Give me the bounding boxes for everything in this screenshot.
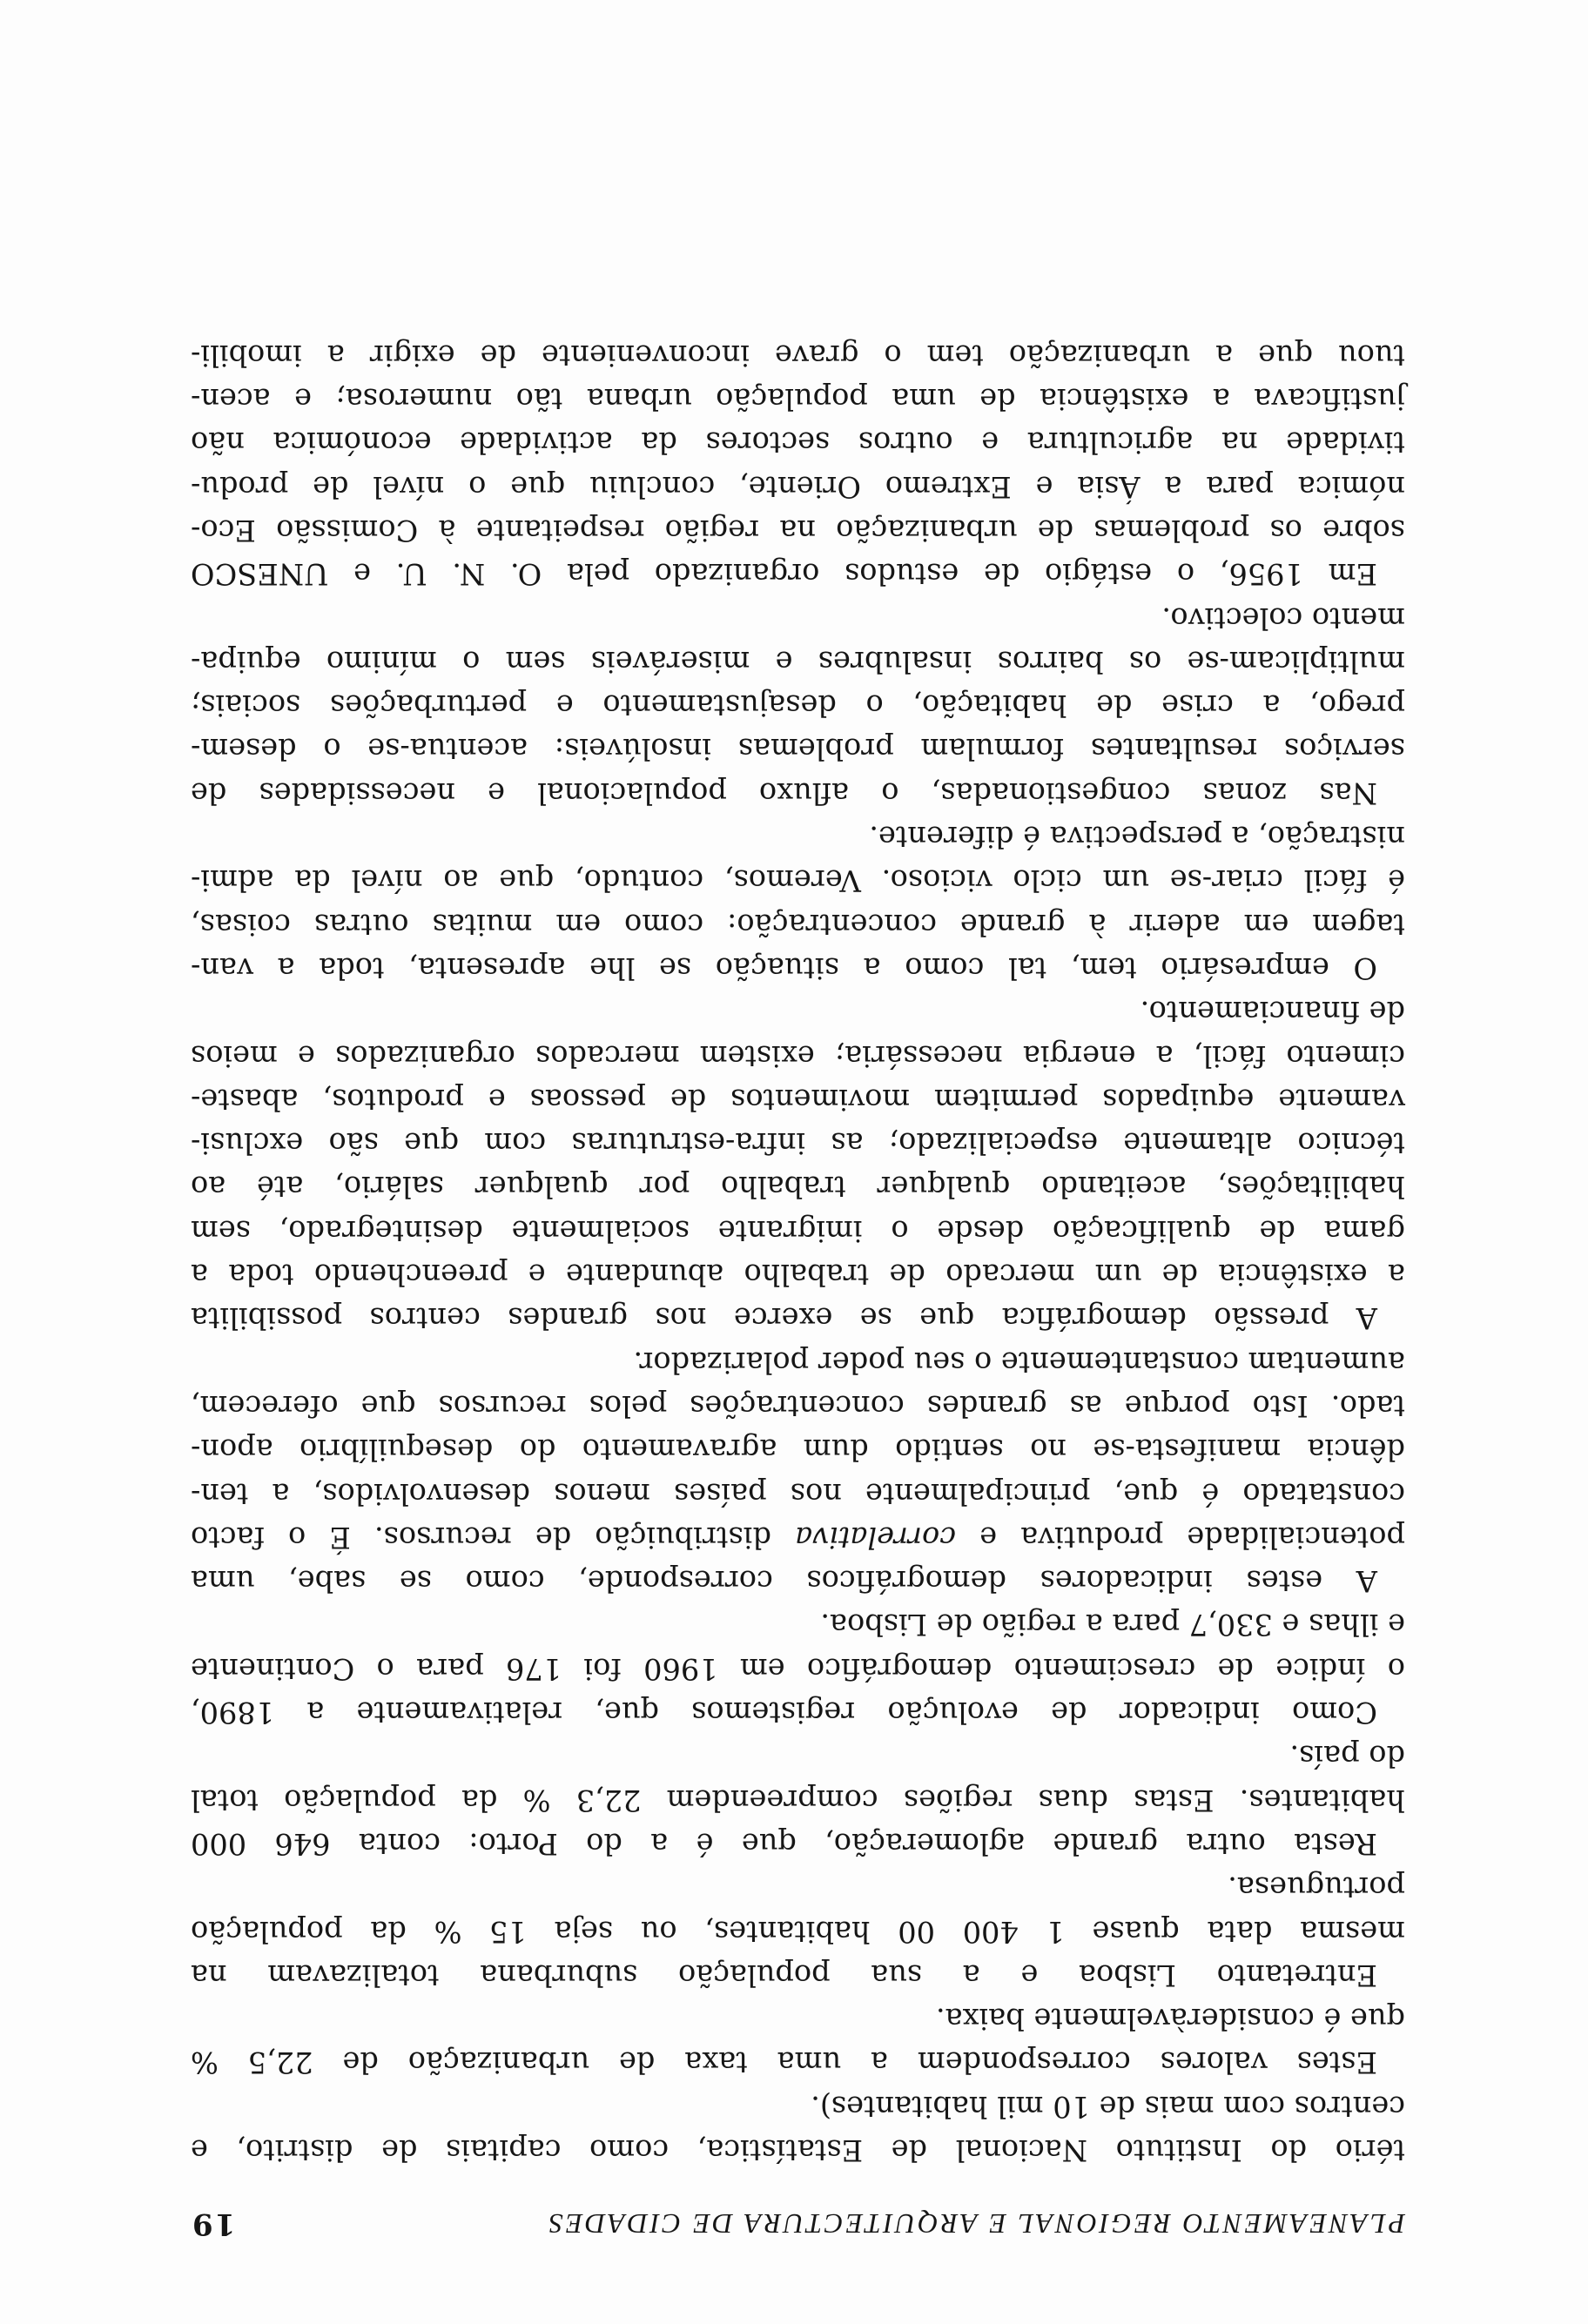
text-line: serviços resultantes formulam problemas insolúveis: acentua-se o desem- xyxy=(191,732,1405,767)
text-line: tuou que a urbanização tem o grave inconveniente de exigir a imobili- xyxy=(191,338,1405,373)
text-line: cimento fácil, a energia necessária; existem mercados organizados e meios xyxy=(191,1038,1405,1073)
page-number: 19 xyxy=(191,2206,236,2241)
text-line: A estes indicadores demográficos corresponde, como se sabe, uma xyxy=(191,1564,1377,1599)
text-line: é fácil criar-se um ciclo vicioso. Veremos, contudo, que ao nível da admi- xyxy=(191,863,1405,898)
text-line: mento colectivo. xyxy=(1161,601,1405,635)
text-line: Em 1956, o estágio de estudos organizado pela O. N. U. e UNESCO xyxy=(191,557,1377,592)
text-line: Nas zonas congestionadas, o afluxo populacional e necessidades de xyxy=(191,776,1377,810)
text-line: Estes valores correspondem a uma taxa de urbanização de 22,5 % xyxy=(191,2045,1377,2080)
text-line: Resta outra grande aglomeração, que é a do Porto: conta 646 000 xyxy=(191,1826,1377,1861)
text-line: nómica para a Ásia e Extremo Oriente, concluiu que o nível de produ- xyxy=(191,469,1405,504)
text-line: técnico altamente especializado; as infra-estruturas com que são exclusi- xyxy=(191,1126,1405,1161)
text-line: O empresário tem, tal como a situação se lhe apresenta, toda a van- xyxy=(191,950,1377,985)
running-title: PLANEAMENTO REGIONAL E ARQUITECTURA DE CIDADES xyxy=(546,2208,1405,2240)
text-line: prego, a crise de habitação, o desajustamento e perturbações sociais; xyxy=(191,688,1405,723)
running-header xyxy=(191,2189,1405,2241)
text-line: Como indicador de evolução registemos que, relativamente a 1890, xyxy=(191,1696,1377,1730)
text-line: tado. Isto porque as grandes concentrações pelos recursos que oferecem, xyxy=(191,1388,1405,1423)
text-line: o índice de crescimento demográfico em 1960 foi 176 para o Continente xyxy=(191,1651,1405,1686)
text-line: constatado é que, principalmente nos países menos desenvolvidos, a ten- xyxy=(191,1476,1405,1511)
text-line: a existência de um mercado de trabalho abundante e preenchendo toda a xyxy=(191,1258,1405,1293)
text-line: do país. xyxy=(1289,1739,1405,1774)
text-line: dência manifesta-se no sentido dum agravamento do desequilíbrio apon- xyxy=(191,1433,1405,1468)
text-line: centros com mais de 10 mil habitantes). xyxy=(811,2089,1405,2124)
text-line: habilitações, aceitando qualquer trabalho por qualquer salário, até ao xyxy=(191,1170,1405,1205)
text-line: aumentam constantemente o seu poder polarizador. xyxy=(633,1345,1405,1380)
text-line: tividade na agricultura e outros sectores da actividade económica não xyxy=(191,426,1405,460)
text-line: mesma data quase 1 400 00 habitantes, ou seja 15 % da população xyxy=(191,1914,1405,1949)
text-line: tério do Instituto Nacional de Estatística, como capitais de distrito, e xyxy=(191,2133,1405,2167)
text-line: Entretanto Lisboa e a sua população suburbana totalizavam na xyxy=(191,1958,1377,1992)
text-line: multiplicam-se os bairros insalubres e miseráveis sem o mínimo equipa- xyxy=(191,644,1405,679)
text-line: gama de qualificação desde o imigrante socialmente desintegrado, sem xyxy=(191,1213,1405,1248)
text-line: de financiamento. xyxy=(1140,995,1405,1030)
text-line: sobre os problemas de urbanização na região respeitante à Comissão Eco- xyxy=(191,514,1405,548)
text-line: potencialidade produtiva e correlativa distribuição de recursos. É o facto xyxy=(191,1520,1405,1555)
text-line: A pressão demográfica que se exerce nos grandes centros possibilita xyxy=(191,1301,1377,1336)
text-line: tagem em aderir à grande concentração: como em muitas outras coisas, xyxy=(191,907,1405,942)
text-line: portuguesa. xyxy=(1228,1871,1405,1905)
text-line: justificava a existência de uma população urbana tão numerosa; e acen- xyxy=(191,382,1405,417)
text-line: nistração, a perspectiva é diferente. xyxy=(869,820,1405,855)
text-line: habitantes. Estas duas regiões compreendem 22,3 % da população total xyxy=(191,1783,1405,1817)
text-line: e ilhas e 330,7 para a região de Lisboa. xyxy=(820,1608,1405,1642)
text-line: vamente equipados permitem movimentos de pessoas e produtos, abaste- xyxy=(191,1082,1405,1117)
text-line: que é consideràvelmente baixa. xyxy=(935,2002,1405,2037)
body-text xyxy=(191,109,1405,2172)
